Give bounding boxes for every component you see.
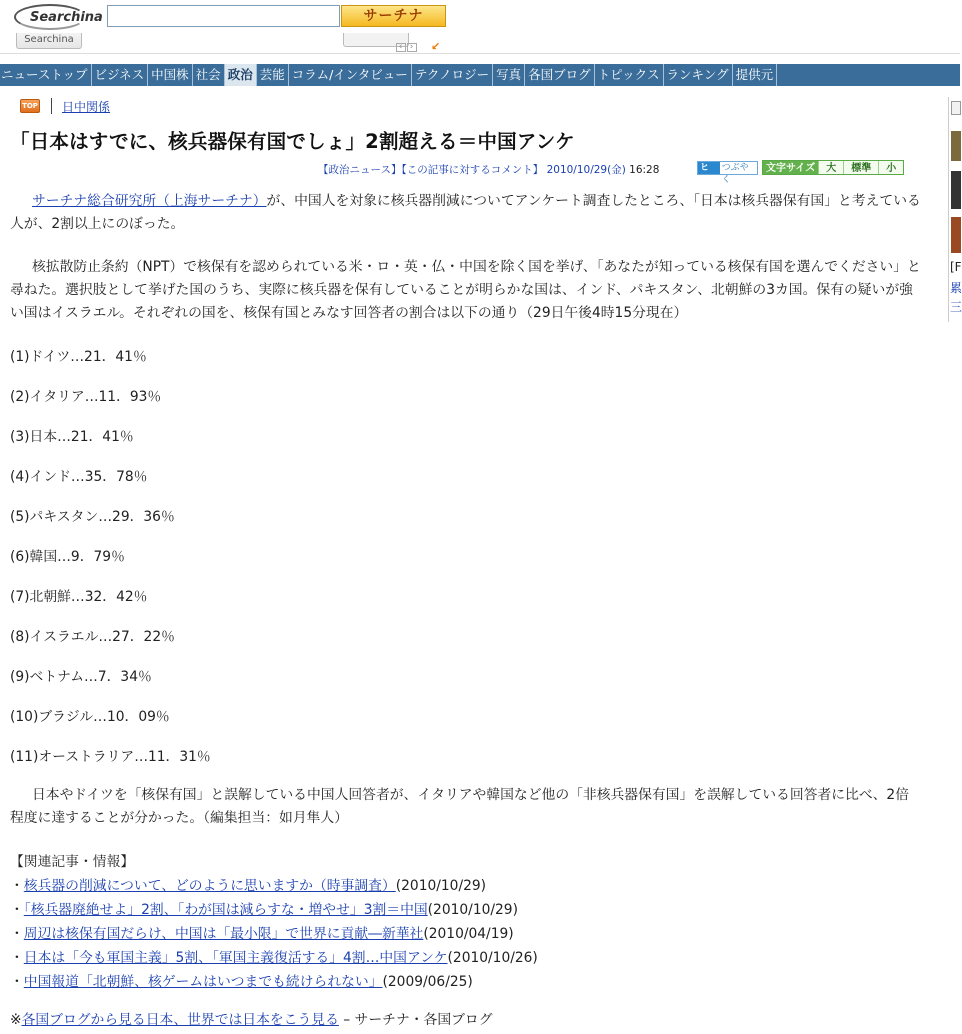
blog-link-line — [10, 1008, 493, 1028]
time-text: 16:28 — [629, 164, 660, 176]
header — [0, 0, 960, 64]
article-paragraph: 核拡散防止条約（NPT）で核保有を認められている米・ロ・英・仏・中国を除く国を挙げ、「あなたが知っている核保有国を選んでください」と尋ねた。選択肢として挙げた国のうち、実際に核兵器を保有していることが明らかな国は、インド、パキスタン、北朝鮮の3カ国。保有の疑いが強い国はイスラエル。それぞれの国を、核保有国とみなす回答者の割合は以下の通り（29日午後4時15分現在） — [10, 259, 921, 321]
related-date: (2010/04/19) — [423, 926, 514, 942]
tweet-icon: ヒで — [698, 162, 720, 174]
logo[interactable]: Searchina — [30, 10, 103, 25]
sidebar-thumbnail[interactable] — [951, 171, 961, 209]
sidebar-text: [F — [950, 260, 962, 274]
date-link[interactable]: 2010/10/29(金) — [546, 164, 626, 176]
nav-item[interactable]: テクノロジー — [412, 64, 493, 86]
result-item: (11)オーストラリア…11．31％ — [10, 749, 211, 765]
related-date: (2010/10/26) — [447, 950, 538, 966]
blog-link[interactable]: 各国ブログから見る日本、世界では日本をこう見る — [21, 1012, 339, 1028]
sidebar-thumbnail[interactable] — [951, 131, 961, 161]
tweet-label: つぶやく — [721, 163, 749, 185]
note-mark: ※ — [10, 1012, 22, 1028]
related-item — [10, 922, 514, 942]
nav-item[interactable]: ランキング — [664, 64, 733, 86]
related-link[interactable]: 日本は「今も軍国主義」5割、「軍国主義復活する」4割…中国アンケ — [23, 950, 448, 966]
result-item: (2)イタリア…11．93％ — [10, 389, 162, 405]
page-title: 「日本はすでに、核兵器保有国でしょ」2割超える＝中国アンケ — [10, 130, 575, 153]
nav-item[interactable]: ニューストップ — [0, 64, 92, 86]
tweet-button[interactable] — [697, 161, 758, 185]
breadcrumb-separator — [51, 98, 52, 114]
result-item: (10)ブラジル…10．09％ — [10, 709, 170, 725]
article-paragraph — [10, 190, 922, 236]
bullet: ・ — [10, 878, 24, 894]
related-item — [10, 946, 538, 966]
related-link[interactable]: 中国報道「北朝鮮、核ゲームはいつまでも続けられない」 — [23, 974, 383, 990]
related-item — [10, 970, 473, 990]
tab-searchina[interactable]: Searchina — [16, 33, 82, 49]
bullet: ・ — [10, 902, 24, 918]
nav-item[interactable]: 中国株 — [148, 64, 193, 86]
related-link[interactable]: 「核兵器廃絶せよ」2割、「わが国は減らすな・増やせ」3割＝中国 — [23, 902, 428, 918]
result-item: (9)ベトナム…7．34％ — [10, 669, 152, 685]
related-date: (2010/10/29) — [427, 902, 518, 918]
article-paragraph: 日本やドイツを「核保有国」と誤解している中国人回答者が、イタリアや韓国など他の「非核兵器保有国」を誤解している回答者に比べ、2倍程度に達することが分かった。（編集担当：如月隼人） — [10, 787, 910, 826]
result-item: (4)インド…35．78％ — [10, 469, 148, 485]
history-nav[interactable] — [396, 42, 418, 52]
breadcrumb-link[interactable]: 日中関係 — [62, 99, 111, 114]
breadcrumb — [20, 97, 110, 115]
related-item — [10, 898, 518, 918]
sidebar-thumbnail[interactable] — [951, 217, 961, 253]
bullet: ・ — [10, 950, 24, 966]
nav-item[interactable]: 写真 — [493, 64, 525, 86]
category-link[interactable]: 【政治ニュース】 — [318, 164, 402, 176]
arrow-icon[interactable]: ↙ — [431, 40, 441, 53]
nav-item[interactable]: コラム/インタビュー — [289, 64, 412, 86]
nav-item[interactable]: 芸能 — [257, 64, 289, 86]
related-heading: 【関連記事・情報】 — [10, 854, 135, 870]
forward-icon[interactable]: › — [407, 43, 417, 52]
font-size-normal-button[interactable]: 標準 — [843, 161, 878, 174]
nav-item[interactable]: ビジネス — [92, 64, 149, 86]
related-date: (2010/10/29) — [395, 878, 487, 894]
result-item: (7)北朝鮮…32．42％ — [10, 589, 148, 605]
font-size-small-button[interactable]: 小 — [878, 161, 903, 174]
bullet: ・ — [10, 974, 24, 990]
result-item: (1)ドイツ…21．41％ — [10, 349, 147, 365]
sidebar-thumbnail[interactable] — [951, 101, 961, 115]
related-item — [10, 874, 486, 894]
bullet: ・ — [10, 926, 24, 942]
related-link[interactable]: 周辺は核保有国だらけ、中国は「最小限」で世界に貢献―新華社 — [23, 926, 424, 942]
nav-item[interactable]: トピックス — [595, 64, 664, 86]
top-badge-icon[interactable]: TOP — [20, 99, 40, 113]
nav-item[interactable]: 各国ブログ — [525, 64, 595, 86]
paragraph-text: が、中国人を対象に核兵器削減についてアンケート調査したところ、「日本は核兵器保有国」と考えている人が、2割以上にのぼった。 — [10, 193, 921, 232]
search-button[interactable]: サーチナ — [341, 5, 446, 27]
sidebar-link[interactable]: 三 — [950, 300, 962, 314]
related-link[interactable]: 核兵器の削減について、どのように思いますか（時事調査） — [23, 878, 396, 894]
back-icon[interactable]: ‹ — [396, 43, 406, 52]
header-divider — [0, 53, 960, 54]
comment-link[interactable]: 【この記事に対するコメント】 — [401, 164, 544, 176]
category-nav — [0, 64, 960, 86]
search-input[interactable] — [107, 5, 340, 27]
result-item: (5)パキスタン…29．36％ — [10, 509, 175, 525]
blog-suffix: – サーチナ・各国ブログ — [338, 1012, 493, 1028]
font-size-large-button[interactable]: 大 — [818, 161, 843, 174]
right-sidebar-edge — [948, 97, 960, 322]
article-meta — [318, 162, 659, 177]
related-date: (2009/06/25) — [382, 974, 473, 990]
result-item: (6)韓国…9．79％ — [10, 549, 125, 565]
result-item: (3)日本…21．41％ — [10, 429, 134, 445]
research-institute-link[interactable]: サーチナ総合研究所（上海サーチナ） — [32, 193, 267, 209]
font-size-control — [762, 160, 904, 175]
nav-item-active[interactable]: 政治 — [225, 64, 257, 86]
result-item: (8)イスラエル…27．22％ — [10, 629, 175, 645]
nav-item[interactable]: 提供元 — [733, 64, 778, 86]
font-size-label: 文字サイズ — [763, 161, 818, 174]
sidebar-link[interactable]: 累 — [950, 281, 962, 295]
nav-item[interactable]: 社会 — [193, 64, 225, 86]
